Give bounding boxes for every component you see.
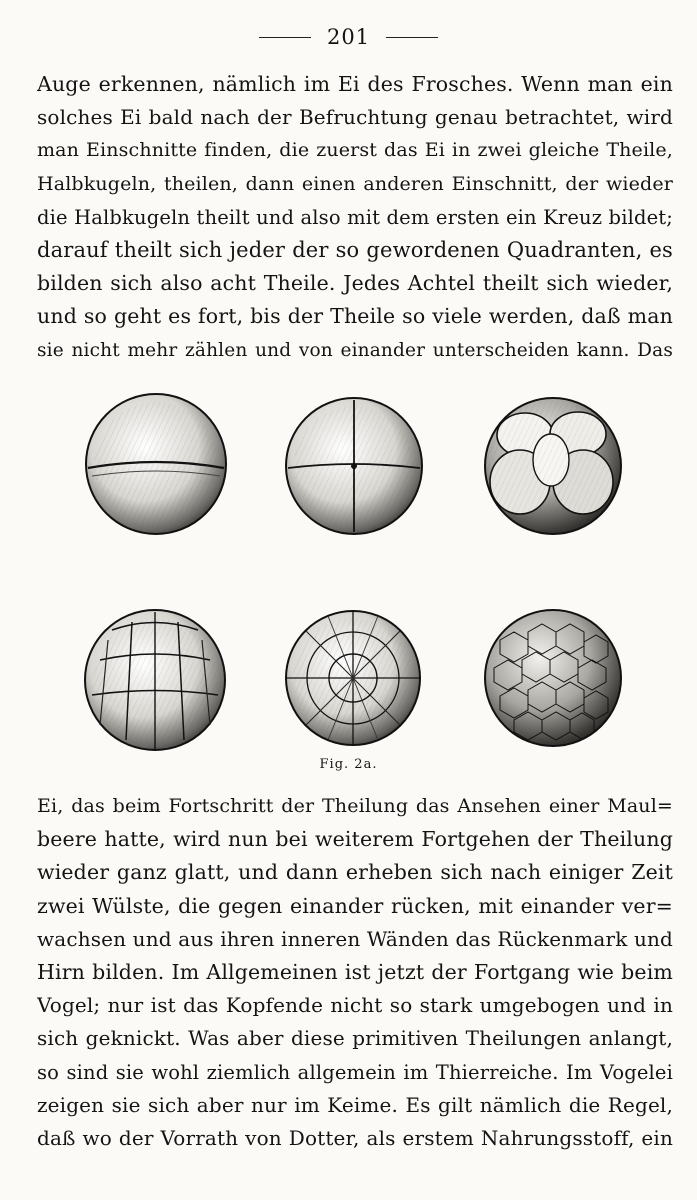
text-line: solches Ei bald nach der Befruchtung genau betrachtet, wird <box>37 105 673 130</box>
text-line: zeigen sie sich aber nur im Keime. Es gilt nämlich die Regel, <box>37 1092 673 1117</box>
text-line: so sind sie wohl ziemlich allgemein im Thierreiche. Im Vogelei <box>37 1060 673 1084</box>
egg-four-cell <box>286 398 422 534</box>
egg-eight-cell <box>485 398 621 534</box>
egg-multi-cell <box>85 610 225 750</box>
text-line: zwei Wülste, die gegen einander rücken, mit einander ver= <box>37 893 673 918</box>
text-line: man Einschnitte finden, die zuerst das Ei in zwei gleiche Theile, <box>37 139 673 162</box>
page-number: 201 <box>326 25 371 49</box>
text-line: bilden sich also acht Theile. Jedes Achtel theilt sich wieder, <box>37 271 673 296</box>
text-line: darauf theilt sich jeder der so gewordenen Quadranten, es <box>37 237 673 262</box>
text-line: sie nicht mehr zählen und von einander unterscheiden kann. Das <box>37 339 673 361</box>
text-line: Ei, das beim Fortschritt der Theilung das Ansehen einer Maul= <box>37 795 673 817</box>
figure-caption: Fig. 2a. <box>319 757 378 772</box>
text-line: die Halbkugeln theilt und also mit dem ersten ein Kreuz bildet; <box>37 205 673 229</box>
egg-cleavage-illustration <box>0 390 697 785</box>
text-line: Auge erkennen, nämlich im Ei des Frosches. Wenn man ein <box>37 72 673 96</box>
egg-two-cell <box>86 394 226 534</box>
page-header <box>0 22 697 52</box>
text-line: Hirn bilden. Im Allgemeinen ist jetzt der Fortgang wie beim <box>37 959 673 984</box>
header-rule-left <box>259 37 311 38</box>
text-line: wachsen und aus ihren inneren Wänden das Rückenmark und <box>37 926 673 951</box>
text-line: daß wo der Vorrath von Dotter, als erstem Nahrungsstoff, ein <box>37 1125 673 1150</box>
text-line: Halbkugeln, theilen, dann einen anderen Einschnitt, der wieder <box>37 172 673 195</box>
egg-mulberry-stage <box>485 610 621 746</box>
text-line: wieder ganz glatt, und dann erheben sich nach einiger Zeit <box>37 860 673 885</box>
paragraph-bottom <box>37 790 673 1155</box>
text-line: und so geht es fort, bis der Theile so viele werden, daß man <box>37 304 673 329</box>
text-line: Vogel; nur ist das Kopfende nicht so stark umgebogen und in <box>37 993 673 1018</box>
egg-morula-early <box>286 611 420 745</box>
egg-cleavage-figure <box>0 390 697 785</box>
paragraph-top <box>37 68 673 367</box>
header-rule-right <box>386 37 438 38</box>
text-line: sich geknickt. Was aber diese primitiven Theilungen anlangt, <box>37 1026 673 1051</box>
text-line: beere hatte, wird nun bei weiterem Fortgehen der Theilung <box>37 827 673 852</box>
